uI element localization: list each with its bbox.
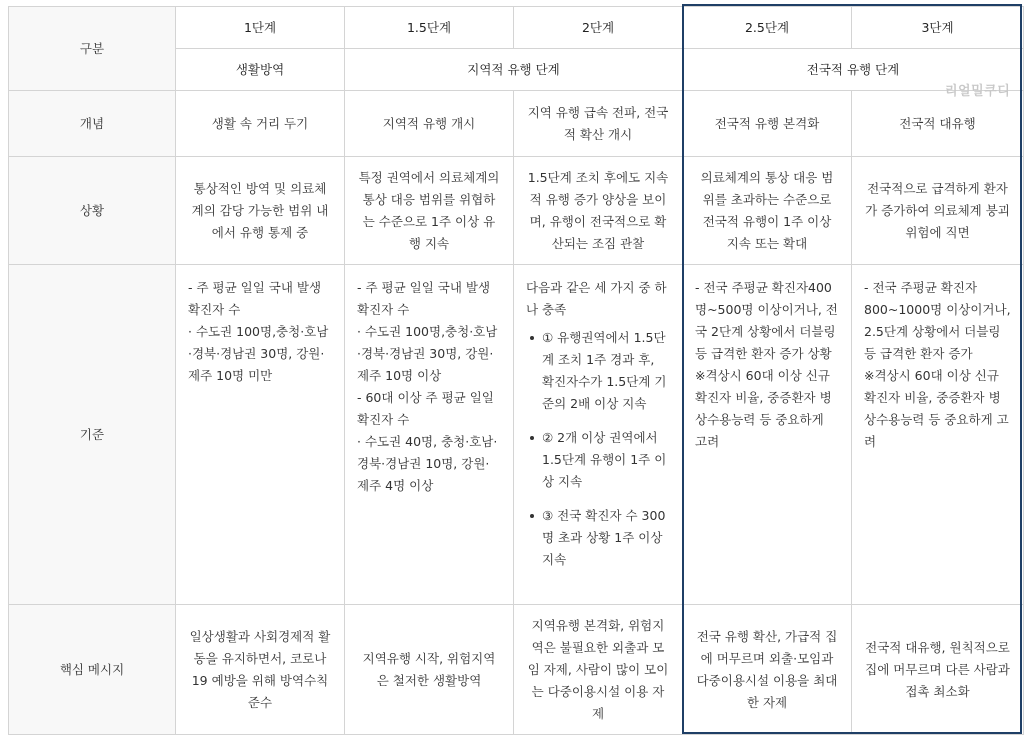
criteria-line: ※격상시 60대 이상 신규 확진자 비율, 중증환자 병상수용능력 등 중요하게 고려: [695, 368, 832, 449]
header-stage-1-5: 1.5단계: [345, 7, 514, 49]
row-label-situation: 상황: [9, 157, 176, 265]
header-stage-1: 1단계: [176, 7, 345, 49]
criteria-line: · 수도권 100명,충청·호남·경북·경남권 30명, 강원·제주 10명 이상: [357, 324, 498, 383]
list-item: ② 2개 이상 권역에서 1.5단계 유행이 1주 이상 지속: [530, 427, 670, 493]
row-label-key-message: 핵심 메시지: [9, 605, 176, 735]
criteria-line: - 주 평균 일일 국내 발생 확진자 수: [188, 280, 322, 317]
row-concept: [9, 91, 1024, 157]
criteria-line: · 수도권 100명,충청·호남·경북·경남권 30명, 강원·제주 10명 미만: [188, 324, 329, 383]
situation-stage-3: 전국적으로 급격하게 환자가 증가하여 의료체계 붕괴 위험에 직면: [852, 157, 1024, 265]
header-stage-3: 3단계: [852, 7, 1024, 49]
criteria-stage-2-5: [683, 265, 852, 605]
criteria-options-list: [526, 327, 670, 571]
watermark-logo: 리얼밀쿠디: [945, 84, 1011, 99]
criteria-line: - 주 평균 일일 국내 발생 확진자 수: [357, 280, 491, 317]
criteria-line: · 수도권 40명, 충청·호남·경북·경남권 10명, 강원·제주 4명 이상: [357, 434, 498, 493]
criteria-line: - 전국 주평균 확진자400명~500명 이상이거나, 전국 2단계 상황에서 더블링 등 급격한 환자 증가 상황: [695, 280, 838, 361]
message-stage-2: 지역유행 본격화, 위험지역은 불필요한 외출과 모임 자제, 사람이 많이 모이는 다중이용시설 이용 자제: [514, 605, 683, 735]
message-stage-2-5: 전국 유행 확산, 가급적 집에 머무르며 외출·모임과 다중이용시설 이용을 최대한 자제: [683, 605, 852, 735]
message-stage-1-5: 지역유행 시작, 위험지역은 철저한 생활방역: [345, 605, 514, 735]
distancing-stage-table: [8, 6, 1024, 735]
header-stage-2: 2단계: [514, 7, 683, 49]
header-row-stages: [9, 7, 1024, 49]
concept-stage-1-5: 지역적 유행 개시: [345, 91, 514, 157]
row-label-criteria: 기준: [9, 265, 176, 605]
situation-stage-2-5: 의료체계의 통상 대응 범위를 초과하는 수준으로 전국적 유행이 1주 이상 지속 또는 확대: [683, 157, 852, 265]
list-item: ③ 전국 확진자 수 300명 초과 상황 1주 이상 지속: [530, 505, 670, 571]
row-key-message: [9, 605, 1024, 735]
row-situation: [9, 157, 1024, 265]
group-national-spread: 전국적 유행 단계: [683, 49, 1024, 91]
criteria-line: ※격상시 60대 이상 신규 확진자 비율, 중증환자 병상수용능력 등 중요하게 고려: [864, 368, 1009, 449]
situation-stage-1: 통상적인 방역 및 의료체계의 감당 가능한 범위 내에서 유행 통제 중: [176, 157, 345, 265]
message-stage-1: 일상생활과 사회경제적 활동을 유지하면서, 코로나19 예방을 위해 방역수칙 준수: [176, 605, 345, 735]
criteria-stage-2: [514, 265, 683, 605]
criteria-stage-1: [176, 265, 345, 605]
situation-stage-2: 1.5단계 조치 후에도 지속적 유행 증가 양상을 보이며, 유행이 전국적으로 확산되는 조짐 관찰: [514, 157, 683, 265]
concept-stage-2-5: 전국적 유행 본격화: [683, 91, 852, 157]
criteria-line: - 전국 주평균 확진자 800~1000명 이상이거나, 2.5단계 상황에서 더블링 등 급격한 환자 증가: [864, 280, 1011, 361]
message-stage-3: 전국적 대유행, 원칙적으로 집에 머무르며 다른 사람과 접촉 최소화: [852, 605, 1024, 735]
concept-stage-2: 지역 유행 급속 전파, 전국적 확산 개시: [514, 91, 683, 157]
list-item: ① 유행권역에서 1.5단계 조치 1주 경과 후, 확진자수가 1.5단계 기준의 2배 이상 지속: [530, 327, 670, 415]
concept-stage-1: 생활 속 거리 두기: [176, 91, 345, 157]
concept-stage-3: 전국적 대유행: [852, 91, 1024, 157]
row-criteria: [9, 265, 1024, 605]
group-regional-spread: 지역적 유행 단계: [345, 49, 683, 91]
criteria-stage-1-5: [345, 265, 514, 605]
criteria-stage-3: [852, 265, 1024, 605]
row-label-concept: 개념: [9, 91, 176, 157]
situation-stage-1-5: 특정 권역에서 의료체계의 통상 대응 범위를 위협하는 수준으로 1주 이상 유행 지속: [345, 157, 514, 265]
group-life-quarantine: 생활방역: [176, 49, 345, 91]
header-category: 구분: [9, 7, 176, 91]
criteria-intro: 다음과 같은 세 가지 중 하나 충족: [526, 280, 667, 317]
header-stage-2-5: 2.5단계: [683, 7, 852, 49]
criteria-line: - 60대 이상 주 평균 일일 확진자 수: [357, 390, 494, 427]
